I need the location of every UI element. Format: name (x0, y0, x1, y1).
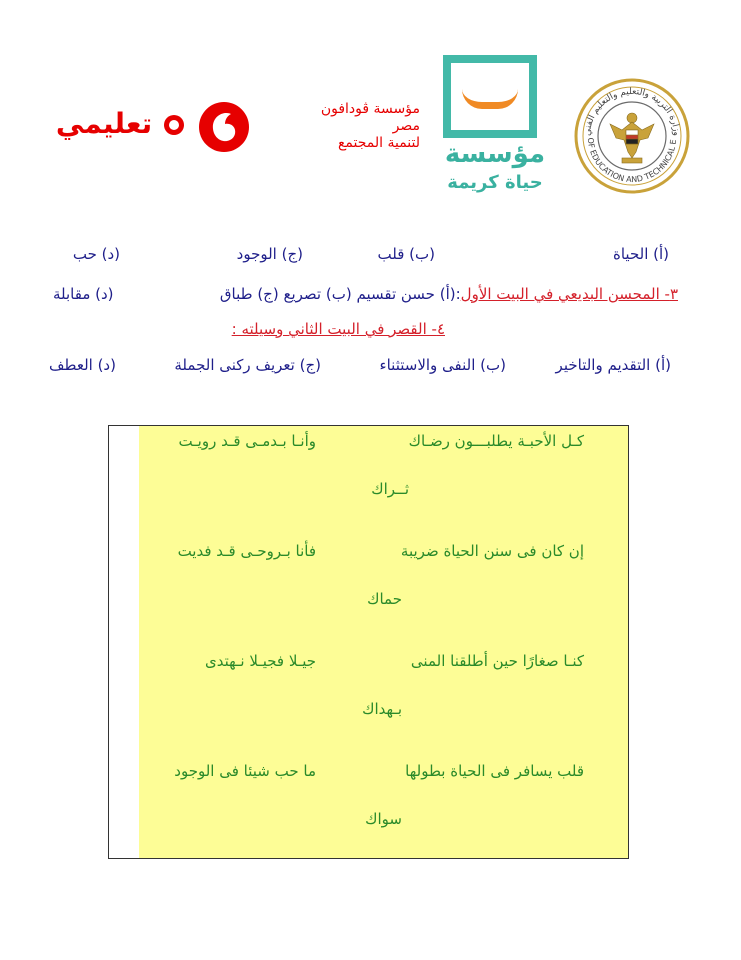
karima-subtitle: حياة كريمة (447, 172, 543, 193)
verse-4-end: سواك (365, 810, 402, 828)
karima-name: مؤسسة (444, 139, 546, 169)
q4-option-b: (ب) النفى والاستثناء (379, 356, 506, 374)
q3-option-d: (د) مقابلة (53, 285, 114, 303)
taalimi-logo (48, 104, 188, 146)
q4-option-c: (ج) تعريف ركنى الجملة (174, 356, 321, 374)
verse-1-end: ثــراك (371, 480, 409, 498)
vodafone-logo (198, 101, 250, 153)
q2-option-d: (د) حب (72, 245, 120, 263)
verse-2-second-half: فأنا بـروحـى قـد فديت (177, 542, 316, 560)
verse-3-first-half: كنـا صغارًا حين أطلقنا المنى (410, 652, 584, 670)
verse-1-first-half: كـل الأحبـة يطلبـــون رضـاك (408, 432, 584, 450)
verse-4-second-half: ما حب شيئا فى الوجود (174, 762, 316, 780)
verse-3-second-half: جيـلا فجيـلا نـهتدى (204, 652, 316, 670)
vf-line-2: مصر (392, 118, 420, 134)
taalimi-badge-icon (164, 115, 184, 135)
seal-english-text: OF EDUCATION AND TECHNICAL E (585, 137, 679, 185)
q4-question: ٤- القصر في البيت الثاني وسيلته : (231, 320, 445, 338)
verse-3-end: بـهداك (362, 700, 402, 718)
verse-2-end: حماك (367, 590, 402, 608)
vodafone-foundation-text (268, 101, 420, 152)
q3-colon: : (455, 285, 461, 303)
ministry-of-education-seal-icon (574, 78, 690, 194)
ministry-of-education-seal (574, 78, 690, 194)
seal-arabic-text: وزارة التربية والتعليم والتعليم الفني (582, 86, 682, 137)
verse-1-second-half: وأنـا بـدمـى قـد رويـت (178, 432, 316, 450)
verse-2-first-half: إن كان فى سنن الحياة ضريبة (400, 542, 584, 560)
verse-4-first-half: قلب يسافر فى الحياة بطولها (405, 762, 584, 780)
taalimi-text: تعليمي (55, 107, 153, 140)
vodafone-speechmark-icon (198, 101, 250, 153)
q2-option-b: (ب) قلب (377, 245, 435, 263)
q3-options-abc: (أ) حسن تقسيم (ب) تصريع (ج) طباق (219, 285, 456, 303)
hayah-karima-logo (440, 55, 552, 200)
poem-box (108, 425, 629, 859)
q2-option-a: (أ) الحياة (612, 245, 669, 263)
q2-option-c: (ج) الوجود (236, 245, 303, 263)
q3-question: ٣- المحسن البديعي في البيت الأول (460, 285, 678, 303)
q4-option-a: (أ) التقديم والتاخير (555, 356, 671, 374)
vf-line-3: لتنمية المجتمع (337, 135, 420, 151)
vf-line-1: مؤسسة ڤودافون (320, 101, 420, 117)
q4-option-d: (د) العطف (49, 356, 116, 374)
q3-line (220, 283, 678, 305)
